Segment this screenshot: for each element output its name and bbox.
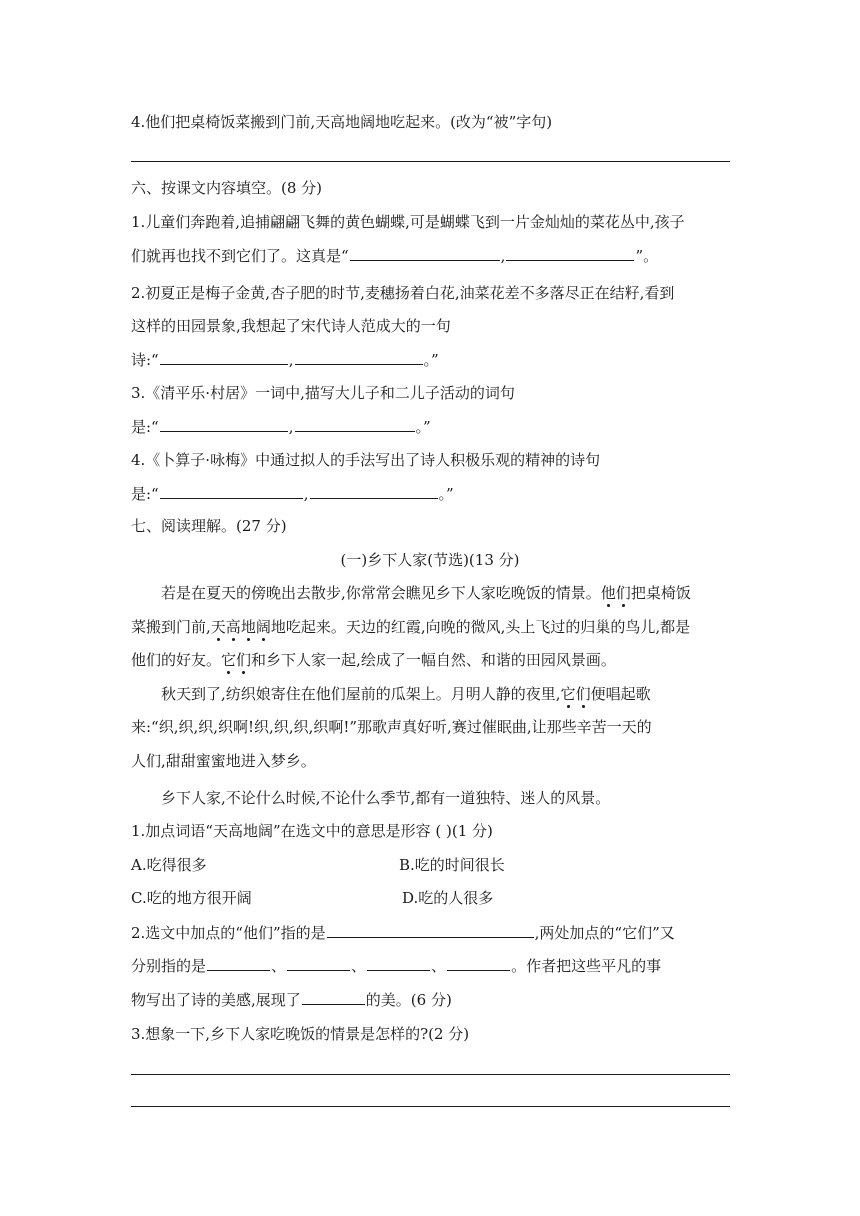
- sec7-q1-options-row2: [131, 888, 730, 908]
- fill-blank[interactable]: [160, 483, 303, 499]
- passage-text: 菜搬到门前,: [131, 618, 211, 636]
- question-text: 的美。(6 分): [365, 991, 452, 1009]
- fill-blank[interactable]: [295, 416, 415, 432]
- question-text: 。作者把这些平凡的事: [511, 957, 662, 975]
- dotted-char: 们: [615, 584, 631, 602]
- sec6-q3-line1: 3.《清平乐·村居》一词中,描写大儿子和二儿子活动的词句: [131, 384, 515, 402]
- dotted-char: 高: [225, 618, 241, 636]
- sec7-q3: 3.想象一下,乡下人家吃晚饭的情景是怎样的?(2 分): [131, 1025, 470, 1043]
- dotted-char: 阔: [255, 618, 271, 636]
- dotted-char: 们: [236, 651, 252, 669]
- section-7-title: 七、阅读理解。(27 分): [131, 517, 287, 535]
- comma: ,: [288, 418, 294, 436]
- sec6-q2-line2: 这样的田园景象,我想起了宋代诗人范成大的一句: [131, 317, 451, 335]
- fill-blank[interactable]: [447, 955, 510, 971]
- passage-p2-line1: [161, 684, 651, 704]
- closing-quote: ”。: [635, 247, 659, 265]
- passage-title: (一)乡下人家(节选)(13 分): [340, 551, 520, 569]
- separator: 、: [431, 957, 447, 975]
- question-text: ,两处加点的“它们”又: [534, 924, 675, 942]
- sec6-q4-text: 是:“: [131, 485, 159, 503]
- dotted-char: 地: [240, 618, 256, 636]
- sec7-q2-line1: [131, 922, 675, 943]
- fill-blank[interactable]: [160, 349, 288, 365]
- fill-blank[interactable]: [295, 349, 423, 365]
- passage-p1-line1: [161, 583, 691, 603]
- sec7-q1: 1.加点词语“天高地阔”在选文中的意思是形容 ( )(1 分): [131, 822, 493, 840]
- fill-blank[interactable]: [310, 483, 438, 499]
- comma: ,: [500, 247, 506, 265]
- dotted-char: 们: [575, 685, 591, 703]
- fill-blank[interactable]: [287, 955, 350, 971]
- question-text: 2.选文中加点的“他们”指的是: [131, 924, 326, 942]
- option-a[interactable]: A.吃得很多: [131, 856, 207, 874]
- fill-blank[interactable]: [350, 245, 500, 261]
- dotted-char: 它: [560, 685, 576, 703]
- separator: 、: [351, 957, 367, 975]
- option-d[interactable]: D.吃的人很多: [402, 889, 494, 907]
- fill-blank[interactable]: [207, 955, 270, 971]
- passage-text: 他们的好友。: [131, 651, 222, 669]
- passage-p1-line3: [131, 650, 616, 670]
- answer-line[interactable]: [131, 1106, 730, 1107]
- passage-p2-line3: 人们,甜甜蜜蜜地进入梦乡。: [131, 752, 316, 770]
- option-b[interactable]: B.吃的时间很长: [399, 856, 505, 874]
- sec6-q2-text: 诗:“: [131, 351, 159, 369]
- question-5-4: 4.他们把桌椅饭菜搬到门前,天高地阔地吃起来。(改为“被”字句): [131, 113, 553, 131]
- dotted-char: 他: [600, 584, 616, 602]
- fill-blank[interactable]: [302, 989, 365, 1005]
- fill-blank[interactable]: [327, 922, 534, 938]
- closing-quote: 。”: [438, 485, 454, 503]
- passage-p1-line2: [131, 617, 690, 637]
- comma: ,: [288, 351, 294, 369]
- sec6-q1-line1: 1.儿童们奔跑着,追捕翩翩飞舞的黄色蝴蝶,可是蝴蝶飞到一片金灿灿的菜花丛中,孩子: [131, 213, 685, 231]
- sec7-q1-options-row1: [131, 855, 730, 875]
- dotted-char: 天: [210, 618, 226, 636]
- comma: ,: [303, 485, 309, 503]
- passage-text: 秋天到了,纺织娘寄住在他们屋前的瓜架上。月明人静的夜里,: [161, 685, 561, 703]
- sec6-q3-line2: [131, 416, 431, 437]
- passage-p2-line2: 来:“织,织,织,织啊!织,织,织,织啊!”那歌声真好听,赛过催眠曲,让那些辛苦一天的: [131, 718, 652, 736]
- sec6-q4-line2: [131, 483, 454, 504]
- section-6-title: 六、按课文内容填空。(8 分): [131, 179, 323, 197]
- sec6-q1-line2: [131, 245, 658, 266]
- separator: 、: [271, 957, 287, 975]
- sec6-q3-text: 是:“: [131, 418, 159, 436]
- passage-text: 把桌椅饭: [630, 584, 691, 602]
- passage-text: 便唱起歌: [590, 685, 651, 703]
- answer-line[interactable]: [131, 161, 730, 162]
- fill-blank[interactable]: [160, 416, 288, 432]
- option-c[interactable]: C.吃的地方很开阔: [131, 889, 252, 907]
- sec6-q1-text: 们就再也找不到它们了。这真是“: [131, 247, 349, 265]
- passage-text: 和乡下人家一起,绘成了一幅自然、和谐的田园风景画。: [251, 651, 616, 669]
- closing-quote: 。”: [415, 418, 431, 436]
- question-text: 分别指的是: [131, 957, 207, 975]
- passage-text: 若是在夏天的傍晚出去散步,你常常会瞧见乡下人家吃晚饭的情景。: [161, 584, 601, 602]
- sec6-q2-line1: 2.初夏正是梅子金黄,杏子肥的时节,麦穗扬着白花,油菜花差不多落尽正在结籽,看到: [131, 284, 675, 302]
- sec7-q2-line2: [131, 955, 661, 976]
- question-text: 物写出了诗的美感,展现了: [131, 991, 301, 1009]
- answer-line[interactable]: [131, 1074, 730, 1075]
- passage-p3: 乡下人家,不论什么时候,不论什么季节,都有一道独特、迷人的风景。: [161, 789, 611, 807]
- passage-text: 地吃起来。天边的红霞,向晚的微风,头上飞过的归巢的鸟儿,都是: [270, 618, 691, 636]
- closing-quote: 。”: [423, 351, 439, 369]
- fill-blank[interactable]: [367, 955, 430, 971]
- fill-blank[interactable]: [506, 245, 634, 261]
- dotted-char: 它: [221, 651, 237, 669]
- sec6-q4-line1: 4.《卜算子·咏梅》中通过拟人的手法写出了诗人积极乐观的精神的诗句: [131, 451, 601, 469]
- sec6-q2-line3: [131, 349, 439, 370]
- sec7-q2-line3: [131, 989, 452, 1010]
